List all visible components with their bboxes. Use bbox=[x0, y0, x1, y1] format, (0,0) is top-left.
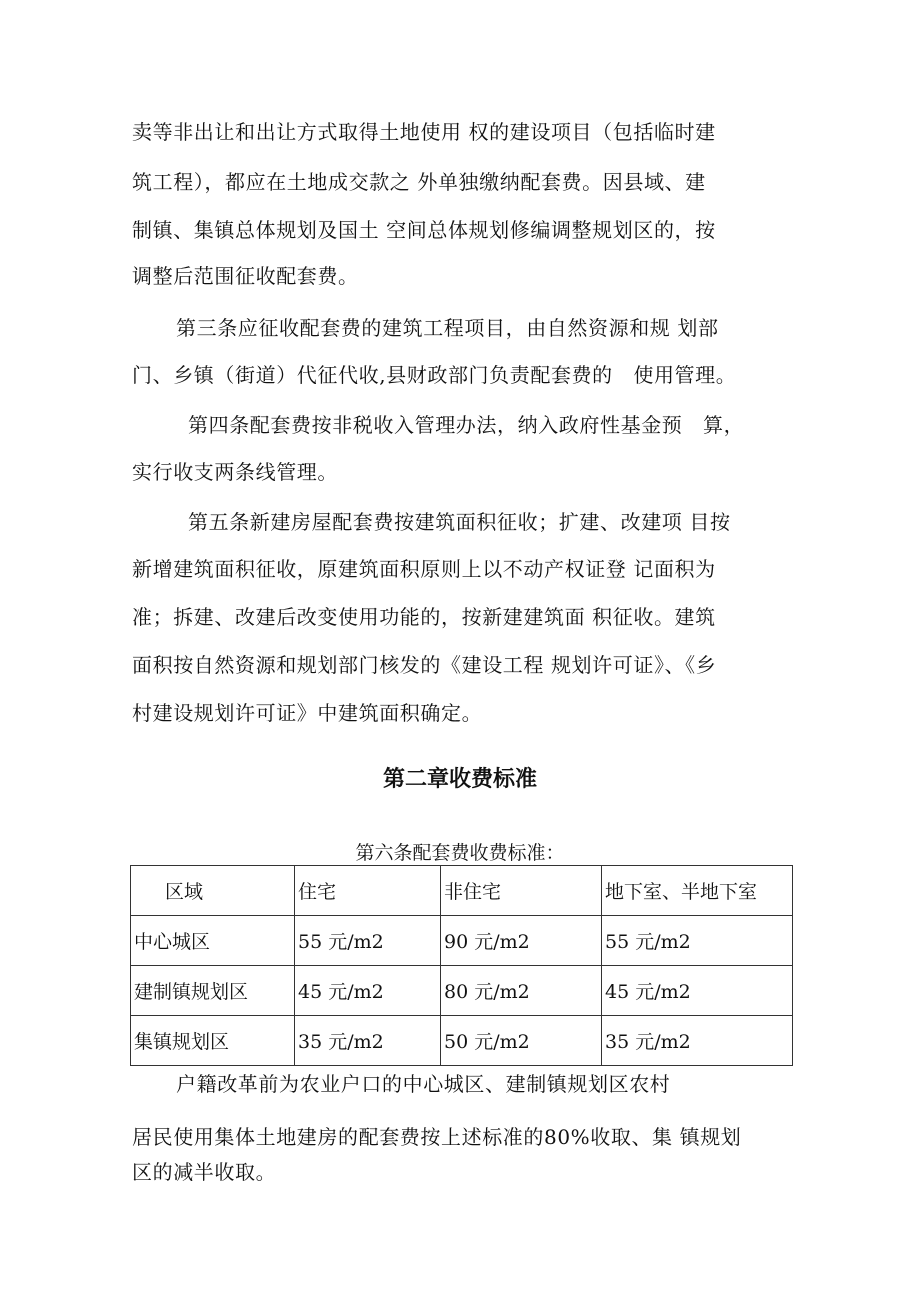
table-cell: 55 元/m2 bbox=[295, 916, 441, 966]
table-cell: 35 元/m2 bbox=[602, 1016, 793, 1066]
footer-paragraph-line: 居民使用集体土地建房的配套费按上述标准的80%收取、集 镇规划 bbox=[132, 1125, 742, 1149]
paragraph-line: 准；拆建、改建后改变使用功能的，按新建建筑面 积征收。建筑 bbox=[132, 605, 716, 629]
header-cell-non-residential: 非住宅 bbox=[441, 866, 602, 916]
footer-paragraph-line: 户籍改革前为农业户口的中心城区、建制镇规划区农村 bbox=[176, 1072, 671, 1096]
table-row bbox=[131, 916, 793, 966]
paragraph-line: 制镇、集镇总体规划及国土 空间总体规划修编调整规划区的，按 bbox=[132, 218, 716, 242]
paragraph-line: 筑工程），都应在土地成交款之 外单独缴纳配套费。因县域、建 bbox=[132, 170, 706, 194]
paragraph-line: 调整后范围征收配套费。 bbox=[132, 264, 359, 288]
table-cell: 50 元/m2 bbox=[441, 1016, 602, 1066]
paragraph-line: 卖等非出让和出让方式取得土地使用 权的建设项目（包括临时建 bbox=[132, 120, 716, 144]
table-cell: 45 元/m2 bbox=[602, 966, 793, 1016]
fee-table bbox=[130, 865, 793, 1066]
article-5-line: 第五条新建房屋配套费按建筑面积征收；扩建、改建项 目按 bbox=[188, 510, 731, 534]
table-cell: 90 元/m2 bbox=[441, 916, 602, 966]
table-cell: 集镇规划区 bbox=[131, 1016, 295, 1066]
header-cell-region: 区域 bbox=[131, 866, 295, 916]
table-cell: 55 元/m2 bbox=[602, 916, 793, 966]
table-caption: 第六条配套费收费标准： bbox=[355, 842, 565, 864]
paragraph-line: 面积按自然资源和规划部门核发的《建设工程 规划许可证》、《乡 bbox=[132, 653, 717, 677]
table-cell: 45 元/m2 bbox=[295, 966, 441, 1016]
paragraph-line: 门、乡镇（街道）代征代收,县财政部门负责配套费的 使用管理。 bbox=[132, 363, 737, 387]
header-cell-residential: 住宅 bbox=[295, 866, 441, 916]
table-cell: 建制镇规划区 bbox=[131, 966, 295, 1016]
paragraph-line: 实行收支两条线管理。 bbox=[132, 460, 338, 484]
paragraph-line: 新增建筑面积征收，原建筑面积原则上以不动产权证登 记面积为 bbox=[132, 557, 716, 581]
paragraph-line: 村建设规划许可证》中建筑面积确定。 bbox=[132, 701, 483, 725]
table-cell: 中心城区 bbox=[131, 916, 295, 966]
table-row bbox=[131, 1016, 793, 1066]
table-header-row bbox=[131, 866, 793, 916]
article-4-line: 第四条配套费按非税收入管理办法，纳入政府性基金预 算， bbox=[188, 413, 745, 437]
chapter-heading: 第二章收费标准 bbox=[382, 767, 537, 792]
footer-paragraph-line: 区的减半收取。 bbox=[132, 1160, 277, 1184]
header-cell-basement: 地下室、半地下室 bbox=[602, 866, 793, 916]
table-cell: 35 元/m2 bbox=[295, 1016, 441, 1066]
article-3-line: 第三条应征收配套费的建筑工程项目，由自然资源和规 划部 bbox=[176, 316, 719, 340]
table-cell: 80 元/m2 bbox=[441, 966, 602, 1016]
table-row bbox=[131, 966, 793, 1016]
